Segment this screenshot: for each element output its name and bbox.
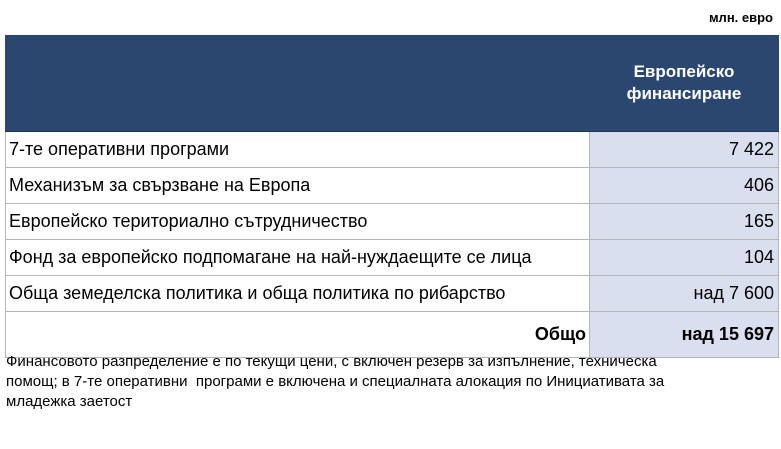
footnote-line-2: помощ; в 7-те оперативни програми е включена и специалната алокация по Инициативата за — [6, 373, 665, 390]
table-header-row — [6, 35, 779, 132]
footnote — [6, 352, 774, 412]
row-label: Европейско териториално сътрудничество — [6, 204, 590, 240]
row-label: 7-те оперативни програми — [6, 132, 590, 168]
row-value: 165 — [590, 204, 779, 240]
header-empty-cell — [6, 35, 590, 132]
total-row — [6, 312, 779, 358]
footnote-line-3: младежка заетост — [6, 393, 133, 410]
header-title-line-2: финансиране — [626, 84, 742, 103]
total-value: над 15 697 — [590, 312, 779, 358]
footnote-line-1: Финансовото разпределение е по текущи цени, с включен резерв за изпълнение, техническа — [6, 353, 657, 370]
table-row — [6, 276, 779, 312]
table-row — [6, 204, 779, 240]
row-label: Механизъм за свързване на Европа — [6, 168, 590, 204]
row-value: 406 — [590, 168, 779, 204]
table-row — [6, 168, 779, 204]
table-row — [6, 240, 779, 276]
unit-label: млн. евро — [708, 10, 773, 25]
row-label: Фонд за европейско подпомагане на най-нуждаещите се лица — [6, 240, 590, 276]
header-european-funding — [590, 35, 779, 132]
row-value: над 7 600 — [590, 276, 779, 312]
funding-table — [5, 35, 779, 358]
total-label: Общо — [6, 312, 590, 358]
header-title-line-1: Европейско — [633, 62, 735, 81]
row-label: Обща земеделска политика и обща политика по рибарство — [6, 276, 590, 312]
row-value: 104 — [590, 240, 779, 276]
table-row — [6, 132, 779, 168]
row-value: 7 422 — [590, 132, 779, 168]
